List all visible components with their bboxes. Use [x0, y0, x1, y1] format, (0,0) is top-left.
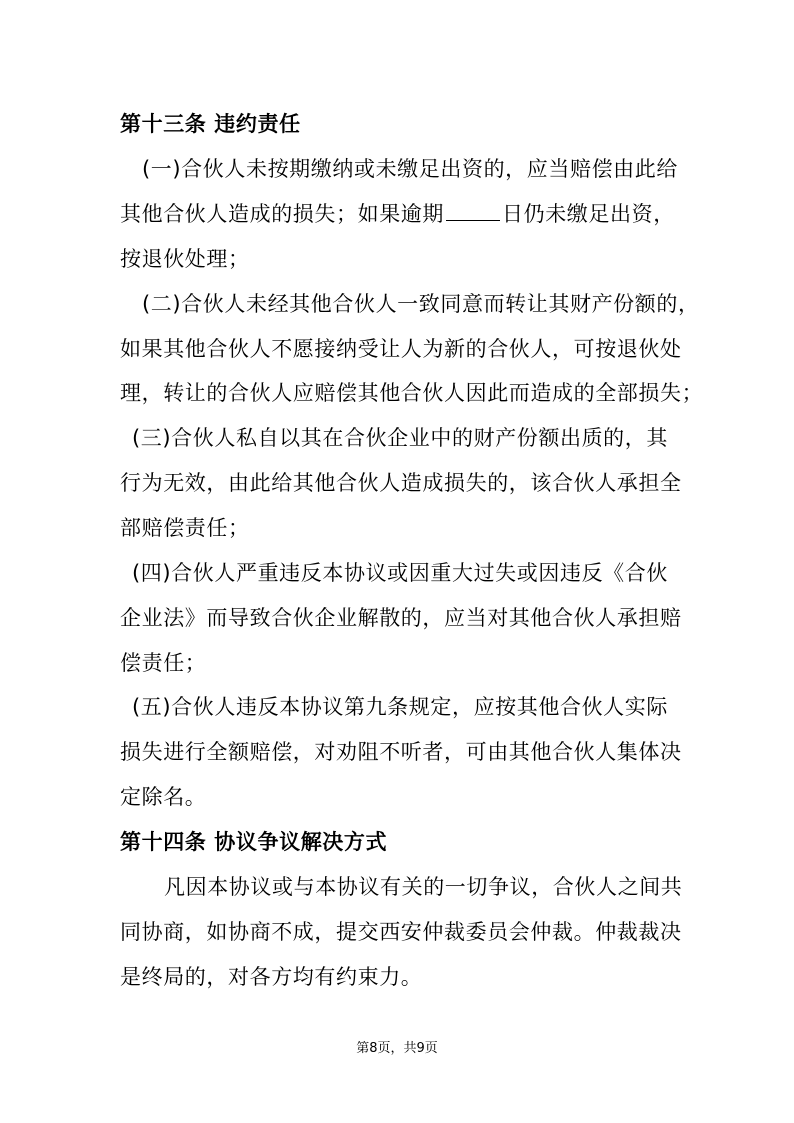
article-13-line-2 — [120, 199, 675, 229]
article-14-heading: 第十四条 协议争议解决方式 — [120, 830, 388, 854]
article-13-line-13: (五)合伙人违反本协议第九条规定，应按其他合伙人实际 — [132, 695, 668, 719]
article-13-line-1: (一)合伙人未按期缴纳或未缴足出资的，应当赔偿由此给 — [142, 157, 678, 181]
article-13-line-2-part-a: 其他合伙人造成的损失；如果逾期 — [120, 202, 444, 226]
article-13-line-3: 按退伙处理； — [120, 247, 250, 271]
article-13-heading: 第十三条 违约责任 — [120, 112, 301, 136]
article-14-line-1: 凡因本协议或与本协议有关的一切争议，合伙人之间共 — [164, 875, 683, 899]
article-13-line-5: 如果其他合伙人不愿接纳受让人为新的合伙人，可按退伙处 — [120, 337, 682, 361]
blank-fill-line — [446, 200, 500, 221]
article-13-line-8: 行为无效，由此给其他合伙人造成损失的，该合伙人承担全 — [120, 471, 682, 495]
article-13-line-10: (四)合伙人严重违反本协议或因重大过失或因违反《合伙 — [132, 561, 668, 585]
article-13-line-12: 偿责任； — [120, 651, 207, 675]
article-14-line-2: 同协商，如协商不成，提交西安仲裁委员会仲裁。仲裁裁决 — [120, 920, 682, 944]
page-number-footer: 第8页，共9页 — [356, 1041, 438, 1056]
article-13-line-4: (二)合伙人未经其他合伙人一致同意而转让其财产份额的， — [142, 292, 700, 316]
article-14-line-3: 是终局的，对各方均有约束力。 — [120, 965, 423, 989]
article-13-line-14: 损失进行全额赔偿，对劝阻不听者，可由其他合伙人集体决 — [120, 740, 682, 764]
article-13-line-6: 理，转让的合伙人应赔偿其他合伙人因此而造成的全部损失； — [120, 381, 704, 405]
article-13-line-15: 定除名。 — [120, 785, 207, 809]
article-13-line-7: (三)合伙人私自以其在合伙企业中的财产份额出质的，其 — [132, 426, 668, 450]
article-13-line-2-part-b: 日仍未缴足出资， — [502, 202, 675, 226]
article-13-line-11: 企业法》而导致合伙企业解散的，应当对其他合伙人承担赔 — [120, 606, 682, 630]
article-13-line-9: 部赔偿责任； — [120, 516, 250, 540]
